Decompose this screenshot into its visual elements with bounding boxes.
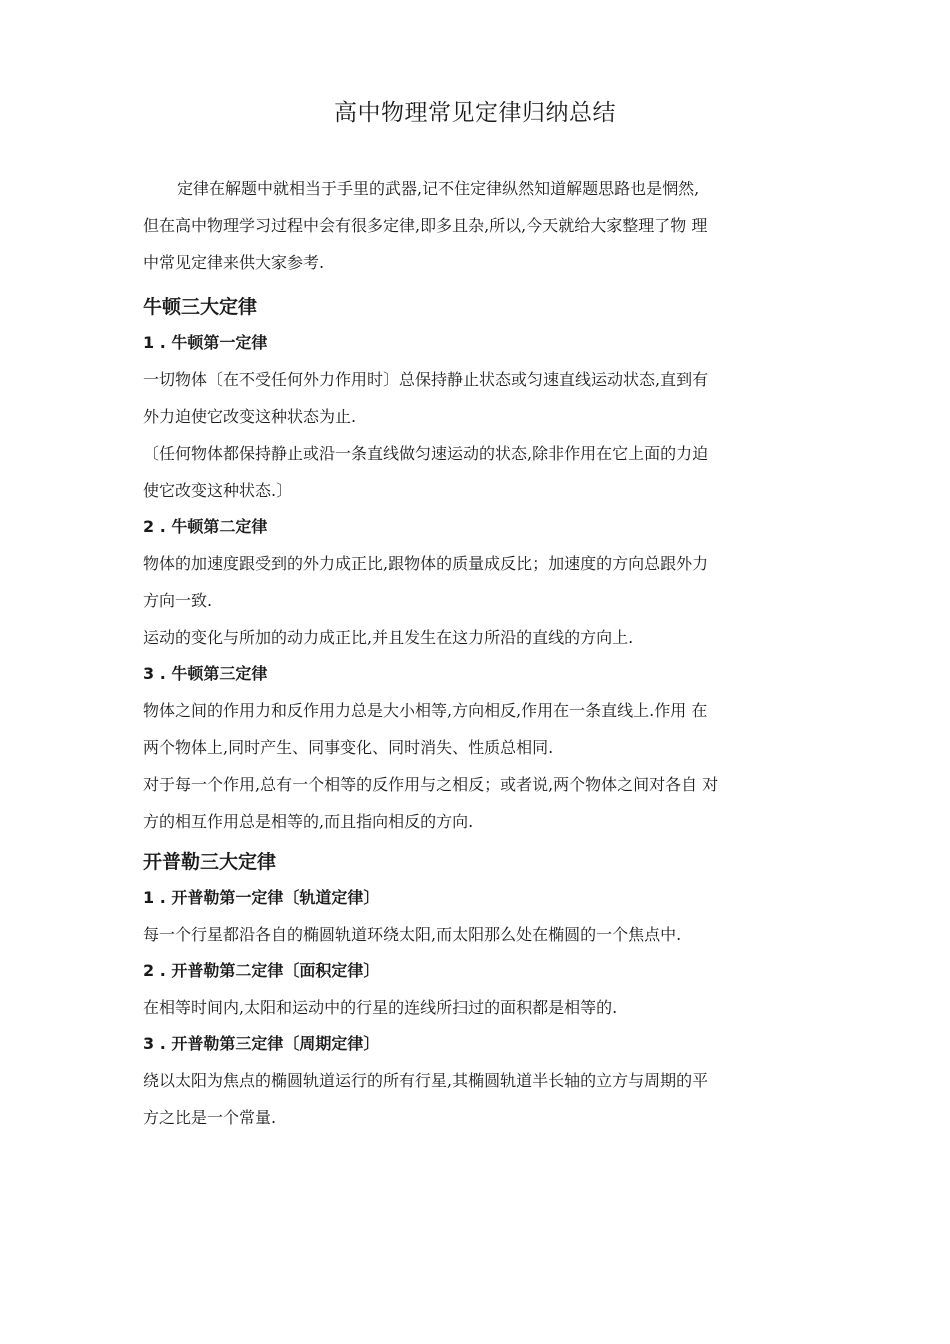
law-text-line: 使它改变这种状态.〕 [143,481,293,500]
law-text-line: 方之比是一个常量. [143,1108,277,1127]
intro-line: 中常见定律来供大家参考. [143,253,325,272]
intro-paragraph [143,170,808,281]
law-text-line: 绕以太阳为焦点的椭圆轨道运行的所有行星,其椭圆轨道半长轴的立方与周期的平 [143,1071,709,1090]
section-heading-kepler: 开普勒三大定律 [143,851,277,873]
law-newton-first [143,325,808,509]
law-text-line: 在相等时间内,太阳和运动中的行星的连线所扫过的面积都是相等的. [143,998,618,1017]
law-heading: 2 . 开普勒第二定律〔面积定律〕 [143,961,380,980]
law-kepler-first [143,880,808,953]
law-text-line: 每一个行星都沿各自的椭圆轨道环绕太阳,而太阳那么处在椭圆的一个焦点中. [143,925,682,944]
law-heading: 3 . 开普勒第三定律〔周期定律〕 [143,1034,380,1053]
law-text-line: 外力迫使它改变这种状态为止. [143,407,357,426]
law-heading: 2 . 牛顿第二定律 [143,517,268,536]
law-text-line: 〔任何物体都保持静止或沿一条直线做匀速运动的状态,除非作用在它上面的力迫 [143,444,709,463]
law-newton-second [143,509,808,656]
law-text-line: 运动的变化与所加的动力成正比,并且发生在这力所沿的直线的方向上. [143,628,634,647]
document-title: 高中物理常见定律归纳总结 [334,100,616,126]
law-kepler-second [143,953,808,1026]
document-body [143,170,808,1136]
law-heading: 1 . 开普勒第一定律〔轨道定律〕 [143,888,380,907]
law-newton-third [143,656,808,840]
law-text-line: 物体之间的作用力和反作用力总是大小相等,方向相反,作用在一条直线上.作用 在 [143,701,708,720]
law-text-line: 一切物体〔在不受任何外力作用时〕总保持静止状态或匀速直线运动状态,直到有 [143,370,709,389]
law-text-line: 对于每一个作用,总有一个相等的反作用与之相反；或者说,两个物体之间对各自 对 [143,775,719,794]
law-heading: 1 . 牛顿第一定律 [143,333,268,352]
law-kepler-third [143,1026,808,1136]
law-heading: 3 . 牛顿第三定律 [143,664,268,683]
section-heading-newton: 牛顿三大定律 [143,296,258,318]
intro-line: 定律在解题中就相当于手里的武器,记不住定律纵然知道解题思路也是惘然, [177,179,700,198]
law-text-line: 方向一致. [143,591,213,610]
law-text-line: 物体的加速度跟受到的外力成正比,跟物体的质量成反比；加速度的方向总跟外力 [143,554,709,573]
law-text-line: 方的相互作用总是相等的,而且指向相反的方向. [143,812,474,831]
intro-line: 但在高中物理学习过程中会有很多定律,即多且杂,所以,今天就给大家整理了物 理 [143,216,708,235]
law-text-line: 两个物体上,同时产生、同事变化、同时消失、性质总相同. [143,738,554,757]
